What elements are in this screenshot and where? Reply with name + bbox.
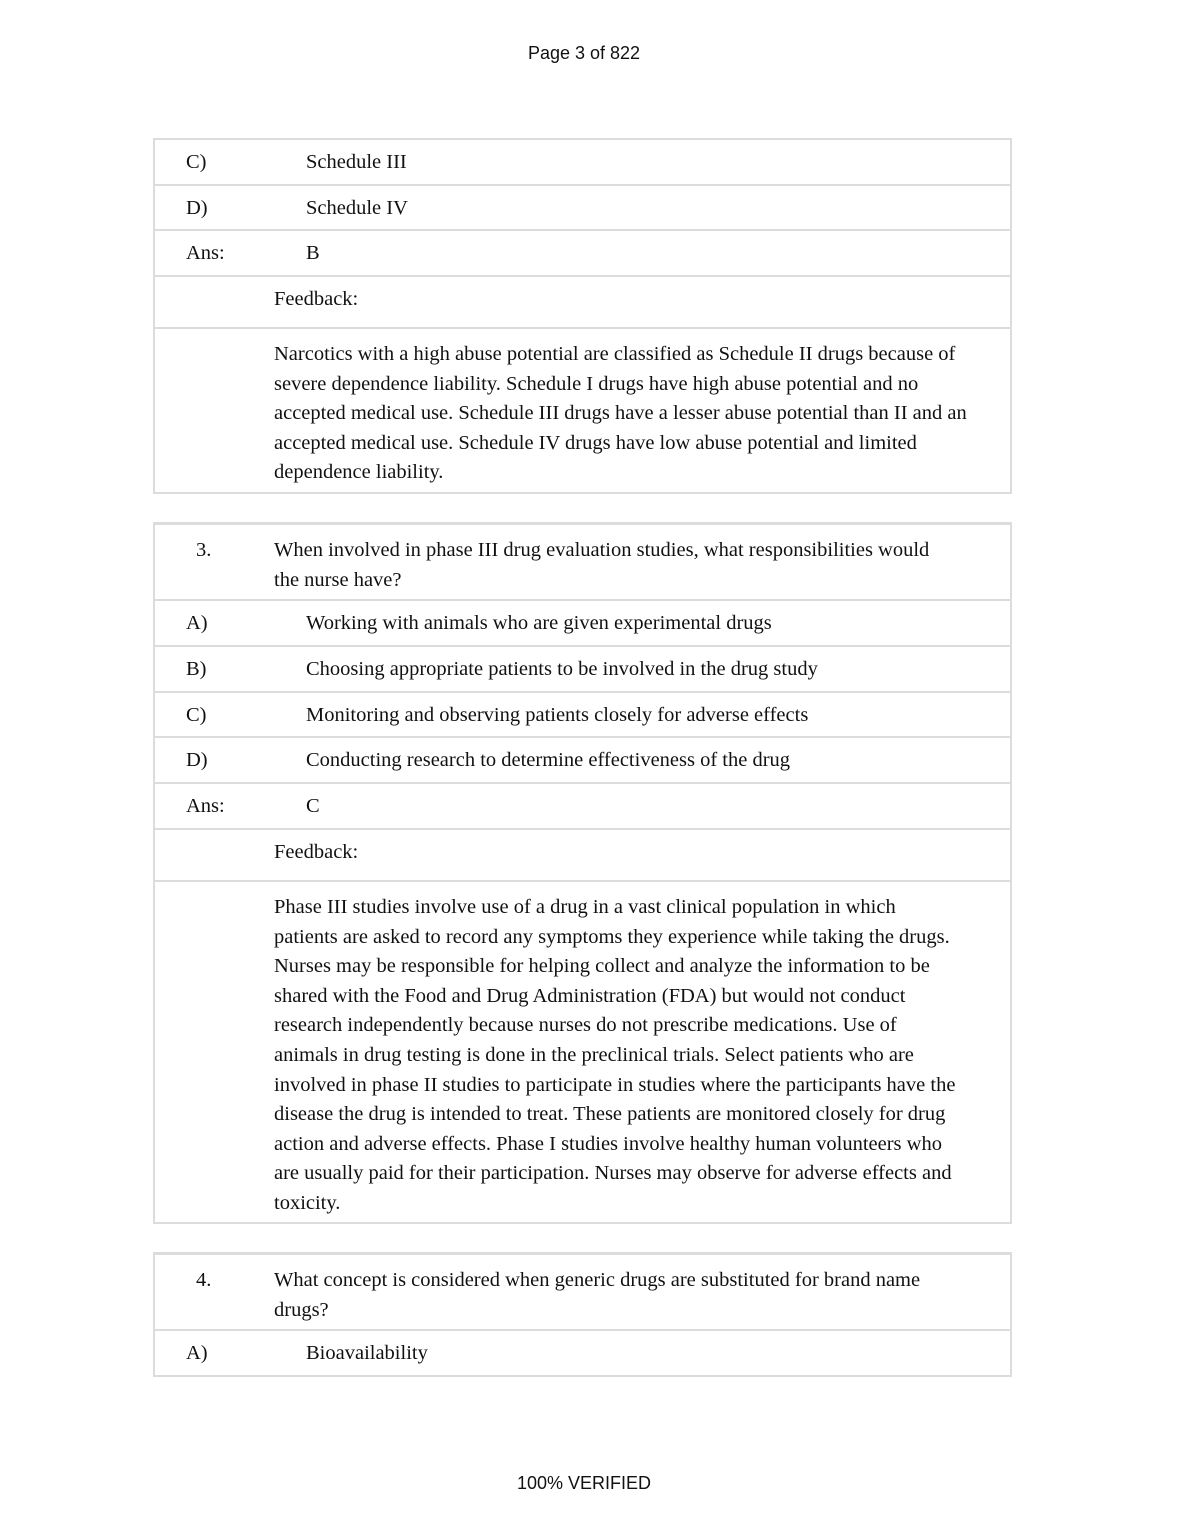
feedback-label-row (155, 830, 1010, 882)
option-row (155, 140, 1010, 186)
option-row (155, 601, 1010, 647)
feedback-row (155, 882, 1010, 1224)
option-text: Choosing appropriate patients to be involved in the drug study (306, 658, 818, 680)
question-row (155, 1255, 1010, 1331)
option-text: Conducting research to determine effectiveness of the drug (306, 749, 791, 771)
option-label: B) (186, 658, 207, 680)
answer-row (155, 784, 1010, 830)
feedback-text: Phase III studies involve use of a drug in a vast clinical population in which patients are asked to record any symptoms they experience while taking the drugs. Nurses may be responsible for helping collect and analyze the information to be shared with the Food and Drug Administration (FDA) but would not conduct research independently because nurses do not prescribe medications. Use of animals in drug testing is done in the preclinical trials. Select patients who are involved in phase II studies to participate in studies where the participants have the disease the drug is intended to treat. These patients are monitored closely for drug action and adverse effects. Phase I studies involve healthy human volunteers who are usually paid for their participation. Nurses may observe for adverse effects and toxicity. (274, 896, 956, 1214)
answer-value: C (306, 795, 320, 817)
option-label: D) (186, 197, 208, 219)
feedback-row (155, 329, 1010, 494)
question-number: 4. (196, 1269, 212, 1291)
footer-verified: 100% VERIFIED (516, 1473, 652, 1493)
question-text: When involved in phase III drug evaluation studies, what responsibilities would the nurse have? (274, 539, 930, 591)
option-row (155, 1331, 1010, 1377)
page-number: Page 3 of 822 (527, 43, 641, 63)
option-row (155, 693, 1010, 738)
option-label: D) (186, 749, 208, 771)
feedback-label: Feedback: (274, 841, 359, 863)
option-text: Bioavailability (306, 1342, 428, 1364)
question-text: What concept is considered when generic drugs are substituted for brand name drugs? (274, 1269, 921, 1321)
option-label: A) (186, 1342, 208, 1364)
answer-value: B (306, 242, 320, 264)
question-number: 3. (196, 539, 212, 561)
answer-row (155, 231, 1010, 277)
option-row (155, 186, 1010, 231)
feedback-label: Feedback: (274, 288, 359, 310)
question-4-table (153, 1252, 1012, 1377)
feedback-label-row (155, 277, 1010, 329)
question-2-table (153, 138, 1012, 494)
question-3-table (153, 522, 1012, 1224)
option-row (155, 738, 1010, 784)
option-text: Schedule III (306, 151, 407, 173)
question-row (155, 525, 1010, 601)
option-text: Schedule IV (306, 197, 408, 219)
option-row (155, 647, 1010, 693)
option-label: C) (186, 704, 207, 726)
option-text: Monitoring and observing patients closely for adverse effects (306, 704, 809, 726)
option-text: Working with animals who are given experimental drugs (306, 612, 772, 634)
answer-label: Ans: (186, 795, 225, 817)
option-label: C) (186, 151, 207, 173)
answer-label: Ans: (186, 242, 225, 264)
option-label: A) (186, 612, 208, 634)
feedback-text: Narcotics with a high abuse potential are classified as Schedule II drugs because of severe dependence liability. Schedule I drugs have high abuse potential and no accepted medical use. Schedule III drugs have a lesser abuse potential than II and an accepted medical use. Schedule IV drugs have low abuse potential and limited dependence liability. (274, 343, 967, 484)
